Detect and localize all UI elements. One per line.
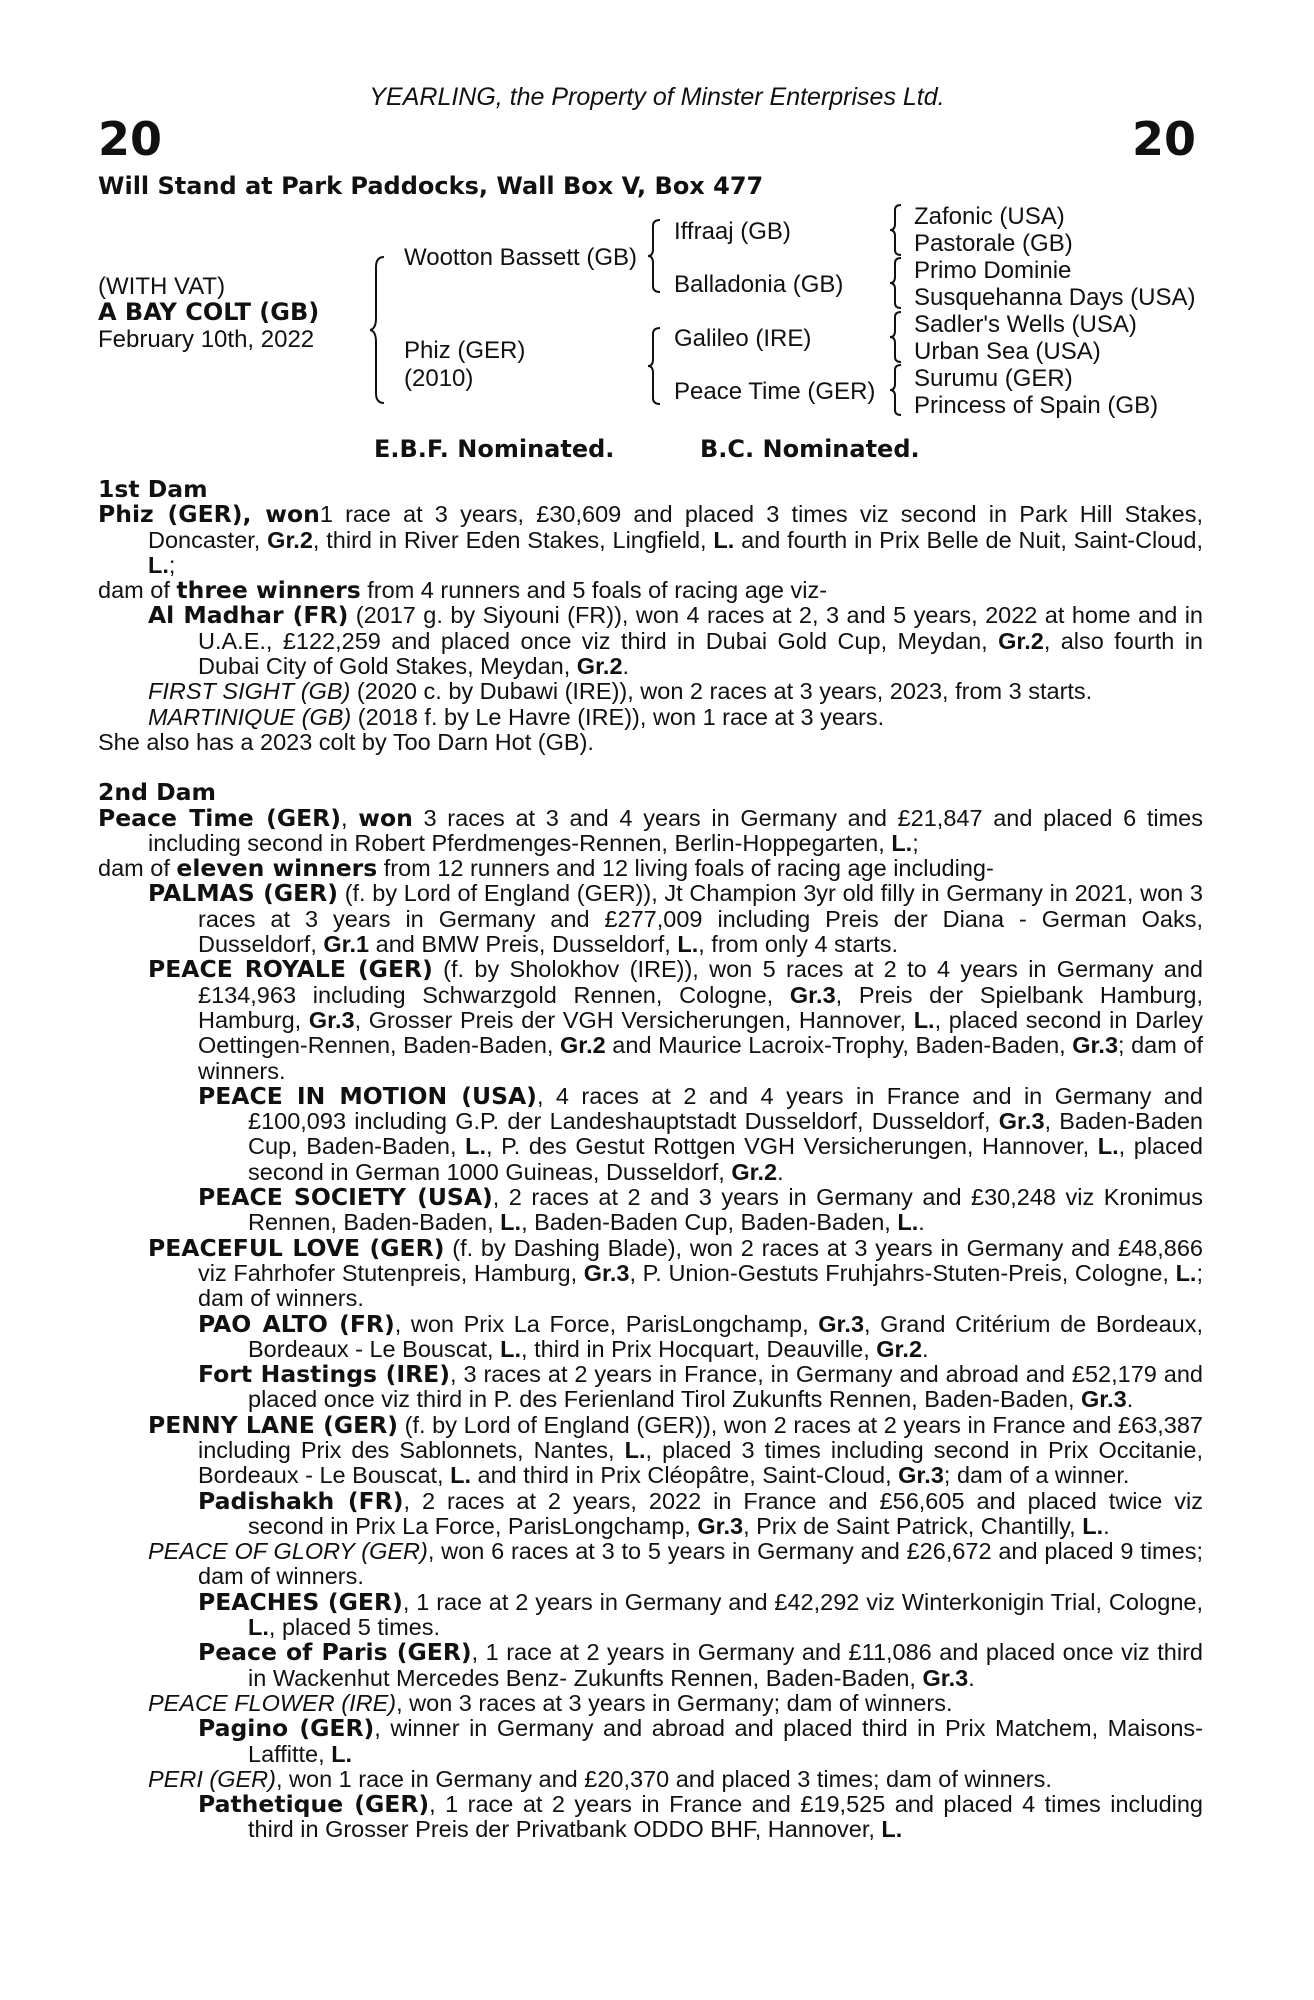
pedigree-brace-3d — [890, 363, 910, 417]
entry-text: , Baden-Baden Cup, Baden-Baden, — [248, 1108, 1203, 1160]
grade-mark: Gr.3 — [789, 981, 836, 1008]
entry-text: 3 races at 3 and 4 years in Germany and £21,847 and placed 6 times including second in Robert Pferdmenges-Rennen, Berlin-Hoppegarten, — [148, 804, 1203, 856]
entry-text: , placed 3 times including second in Prix Occitanie, Bordeaux - Le Bouscat, — [198, 1436, 1204, 1489]
horse-name: A BAY COLT (GB) — [98, 298, 320, 326]
entry-text: , won Prix La Force, ParisLongchamp, — [394, 1310, 819, 1337]
entry-text: . — [968, 1664, 975, 1691]
entry-paragraph — [98, 705, 1203, 730]
entry-text: , 4 races at 2 and 4 years in France and in Germany and £100,093 including G.P. der Landeshauptstadt Dusseldorf, Dusseldorf, — [248, 1082, 1203, 1135]
ancestor-2: Pastorale (GB) — [914, 230, 1073, 257]
grade-mark: L. — [465, 1133, 486, 1160]
entry-paragraph — [98, 856, 1203, 881]
entry-text: ; — [168, 551, 176, 578]
horse-italic: PEACE FLOWER (IRE) — [148, 1689, 397, 1716]
entry-text: from 12 runners and 12 living foals of racing age including- — [377, 855, 994, 882]
grade-mark: Gr.3 — [922, 1664, 969, 1691]
entry-text: , won 3 races at 3 years in Germany; dam of winners. — [396, 1689, 953, 1716]
entry-paragraph — [98, 679, 1203, 704]
ancestor-5: Sadler's Wells (USA) — [914, 311, 1137, 338]
entry-text: 1 race at 3 years, £30,609 and placed 3 times viz second in Park Hill Stakes, Doncaster, — [148, 501, 1203, 553]
entry-text: (2017 g. by Siyouni (FR)), won 4 races at 2, 3 and 5 years, 2022 at home and in U.A.E., £122,259 and placed once viz third in Dubai Gold Cup, Meydan, — [198, 602, 1203, 654]
entry-text: (f. by Lord of England (GER)), won 2 races at 2 years in France and £63,387 including Prix des Sablonnets, Nantes, — [198, 1411, 1203, 1463]
entry-paragraph — [98, 1185, 1203, 1236]
entry-text: , Prix de Saint Patrick, Chantilly, — [743, 1512, 1083, 1539]
entry-text: . — [777, 1158, 784, 1185]
entry-paragraph — [98, 1640, 1203, 1691]
ebf-nomination: E.B.F. Nominated. — [374, 435, 615, 463]
entry-text: dam of — [98, 577, 177, 604]
entry-text: , Baden-Baden Cup, Baden-Baden, — [521, 1209, 898, 1236]
horse-highlight: three winners — [176, 576, 361, 605]
entry-text: . — [622, 653, 630, 680]
entry-text: and Maurice Lacroix-Trophy, Baden-Baden, — [605, 1032, 1073, 1059]
grade-mark: L. — [500, 1335, 522, 1362]
entry-paragraph — [98, 1539, 1203, 1590]
ancestor-8: Princess of Spain (GB) — [914, 392, 1159, 419]
entry-paragraph — [98, 1716, 1203, 1767]
pedigree-brace-3c — [890, 310, 910, 364]
grade-mark: L. — [913, 1006, 935, 1033]
second-dam-heading: 2nd Dam — [98, 778, 216, 807]
grade-mark: Gr.2 — [731, 1158, 778, 1185]
entry-paragraph — [98, 730, 1203, 755]
entry-text: (f. by Dashing Blade), won 2 races at 3 years in Germany and £48,866 viz Fahrhofer Stutenpreis, Hamburg, — [198, 1234, 1203, 1286]
grade-mark: Gr.3 — [583, 1259, 630, 1286]
entry-text: , Preis der Spielbank Hamburg, Hamburg, — [198, 981, 1203, 1033]
entry-paragraph — [98, 803, 1203, 857]
entry-text: dam of — [98, 855, 177, 882]
grade-mark: Gr.3 — [998, 1108, 1045, 1135]
sire-sire: Iffraaj (GB) — [674, 218, 791, 245]
horse-highlight: Peace Time (GER) — [98, 803, 342, 832]
entry-paragraph — [98, 881, 1203, 957]
horse-highlight: won — [358, 803, 413, 832]
horse-highlight: Padishakh (FR) — [198, 1486, 404, 1515]
entries-list — [98, 502, 1203, 1842]
horse-italic: MARTINIQUE (GB) — [148, 703, 352, 730]
ancestor-4: Susquehanna Days (USA) — [914, 284, 1196, 311]
lot-number-left: 20 — [98, 112, 163, 166]
entry-paragraph — [98, 1410, 1204, 1489]
dam-name: Phiz (GER) — [404, 337, 526, 364]
grade-mark: Gr.3 — [1072, 1032, 1119, 1059]
entry-text: , from only 4 starts. — [698, 931, 899, 958]
vat-note: (WITH VAT) — [98, 273, 226, 300]
dam-dam: Peace Time (GER) — [674, 378, 876, 405]
entry-text: . — [922, 1335, 929, 1362]
horse-highlight: PAO ALTO (FR) — [198, 1309, 395, 1338]
ancestor-7: Surumu (GER) — [914, 365, 1073, 392]
entry-paragraph — [98, 1081, 1203, 1185]
grade-mark: Gr.3 — [898, 1462, 944, 1489]
entry-text: (2018 f. by Le Havre (IRE)), won 1 race at 3 years. — [351, 703, 885, 730]
entry-text: ; — [912, 829, 919, 856]
entry-paragraph — [98, 1792, 1203, 1843]
catalogue-body — [98, 477, 1203, 1843]
entry-text: , 1 race at 2 years in France and £19,525 and placed 4 times including third in Grosser Preis der Privatbank ODDO BHF, Hannover, — [248, 1791, 1203, 1843]
entry-text: and fourth in Prix Belle de Nuit, Saint-Cloud, — [734, 526, 1203, 553]
grade-mark: Gr.3 — [818, 1310, 865, 1337]
pedigree-brace-2a — [648, 218, 670, 294]
horse-highlight: Peace of Paris (GER) — [198, 1638, 472, 1667]
grade-mark: L. — [1175, 1259, 1197, 1286]
foaling-date: February 10th, 2022 — [98, 326, 315, 353]
entry-text: and BMW Preis, Dusseldorf, — [369, 931, 678, 958]
entry-paragraph — [98, 1486, 1204, 1540]
grade-mark: L. — [1097, 1133, 1119, 1160]
entry-paragraph — [98, 1767, 1203, 1792]
entry-paragraph — [98, 957, 1203, 1083]
entry-text: , placed second in Darley Oettingen-Rennen, Baden-Baden, — [198, 1006, 1203, 1059]
entry-paragraph — [98, 1362, 1203, 1413]
pedigree-brace-1 — [370, 255, 394, 405]
horse-highlight: PEACHES (GER) — [198, 1587, 403, 1616]
entry-text: . — [1103, 1512, 1110, 1539]
grade-mark: L. — [881, 1816, 903, 1843]
grade-mark: L. — [500, 1209, 522, 1236]
horse-highlight: PEACE IN MOTION (USA) — [198, 1081, 537, 1110]
section-gap — [98, 755, 1203, 780]
entry-text: , 2 races at 2 and 3 years in Germany and £30,248 viz Kronimus Rennen, Baden-Baden, — [248, 1184, 1203, 1236]
entry-text: , won 1 race in Germany and £20,370 and placed 3 times; dam of winners. — [275, 1765, 1052, 1792]
pedigree-brace-3a — [890, 203, 910, 257]
grade-mark: L. — [891, 829, 913, 856]
horse-italic: PERI (GER) — [148, 1765, 276, 1792]
horse-highlight: Pagino (GER) — [198, 1714, 375, 1743]
sire-name: Wootton Bassett (GB) — [404, 244, 637, 271]
entry-paragraph — [98, 1587, 1203, 1641]
entry-text: . — [1126, 1386, 1134, 1413]
ancestor-3: Primo Dominie — [914, 257, 1072, 284]
pedigree-brace-3b — [890, 256, 910, 310]
grade-mark: L. — [897, 1209, 919, 1236]
entry-text: , third in River Eden Stakes, Lingfield, — [312, 526, 714, 553]
entry-text: , winner in Germany and abroad and placed third in Prix Matchem, Maisons-Laffitte, — [248, 1715, 1203, 1767]
entry-text: , 2 races at 2 years, 2022 in France and £56,605 and placed twice viz second in Prix La Force, ParisLongchamp, — [248, 1487, 1204, 1539]
entry-text: , 3 races at 2 years in France, in Germany and abroad and £52,179 and placed once viz third in P. des Ferienland Tirol Zukunfts Rennen, Baden-Baden, — [248, 1361, 1203, 1413]
grade-mark: L. — [331, 1740, 353, 1767]
horse-italic: PEACE OF GLORY (GER) — [148, 1538, 428, 1565]
dam-sire: Galileo (IRE) — [674, 325, 812, 352]
entry-text: (f. by Lord of England (GER)), Jt Champion 3yr old filly in Germany in 2021, won 3 races at 3 years in Germany and £277,009 including Preis der Diana - German Oaks, Dusseldorf, — [198, 880, 1203, 958]
entry-text: . — [918, 1209, 925, 1236]
grade-mark: L. — [148, 551, 169, 578]
page-subtitle: YEARLING, the Property of Minster Enterprises Ltd. — [369, 83, 945, 111]
entry-text: , Grosser Preis der VGH Versicherungen, Hannover, — [354, 1006, 914, 1033]
grade-mark: L. — [450, 1462, 472, 1489]
grade-mark: Gr.2 — [267, 526, 313, 553]
horse-highlight: PALMAS (GER) — [148, 879, 338, 908]
entry-text: , Grand Critérium de Bordeaux, Bordeaux - Le Bouscat, — [248, 1310, 1203, 1362]
grade-mark: Gr.1 — [323, 931, 370, 958]
grade-mark: Gr.2 — [998, 627, 1044, 654]
entry-text: from 4 runners and 5 foals of racing age viz- — [360, 577, 828, 604]
ancestor-1: Zafonic (USA) — [914, 203, 1065, 230]
entry-text: , P. des Gestut Rottgen VGH Versicherungen, Hannover, — [485, 1133, 1098, 1160]
entry-text: , P. Union-Gestuts Fruhjahrs-Stuten-Preis, Cologne, — [629, 1259, 1176, 1286]
horse-highlight: PENNY LANE (GER) — [148, 1410, 398, 1439]
horse-highlight: PEACE ROYALE (GER) — [148, 955, 433, 984]
entry-text: (2020 c. by Dubawi (IRE)), won 2 races at 3 years, 2023, from 3 starts. — [350, 678, 1093, 705]
horse-highlight: PEACEFUL LOVE (GER) — [148, 1233, 445, 1262]
entry-paragraph — [98, 1233, 1203, 1312]
entry-text: , placed 5 times. — [268, 1614, 440, 1641]
ancestor-6: Urban Sea (USA) — [914, 338, 1101, 365]
horse-highlight: Fort Hastings (IRE) — [198, 1360, 450, 1389]
horse-highlight: Al Madhar (FR) — [148, 601, 349, 630]
grade-mark: Gr.2 — [560, 1032, 606, 1059]
grade-mark: Gr.3 — [1081, 1386, 1127, 1413]
entry-paragraph — [98, 578, 1203, 603]
horse-highlight: Phiz (GER), won — [98, 500, 320, 529]
entry-text: and third in Prix Cléopâtre, Saint-Cloud, — [471, 1462, 899, 1489]
sire-dam: Balladonia (GB) — [674, 271, 844, 298]
horse-highlight: Pathetique (GER) — [198, 1790, 430, 1819]
grade-mark: L. — [1082, 1512, 1104, 1539]
entry-text: She also has a 2023 colt by Too Darn Hot (GB). — [98, 728, 594, 755]
entry-text: , placed second in German 1000 Guineas, Dusseldorf, — [248, 1133, 1203, 1185]
grade-mark: Gr.3 — [308, 1006, 355, 1033]
pedigree-brace-2b — [648, 326, 670, 406]
grade-mark: L. — [248, 1614, 269, 1641]
entry-text: , — [341, 804, 359, 831]
entry-text: (f. by Sholokhov (IRE)), won 5 races at 2 to 4 years in Germany and £134,963 including Schwarzgold Rennen, Cologne, — [198, 956, 1203, 1008]
entry-text: , 1 race at 2 years in Germany and £42,292 viz Winterkonigin Trial, Cologne, — [402, 1588, 1203, 1615]
entry-paragraph — [98, 502, 1203, 578]
entry-text: ; dam of a winner. — [943, 1462, 1130, 1489]
grade-mark: Gr.3 — [697, 1512, 744, 1539]
entry-text: , won 6 races at 3 to 5 years in Germany and £26,672 and placed 9 times; dam of winners. — [198, 1538, 1203, 1590]
horse-highlight: eleven winners — [176, 854, 378, 883]
bc-nomination: B.C. Nominated. — [700, 435, 920, 463]
entry-text: ; dam of winners. — [198, 1259, 1203, 1312]
grade-mark: L. — [677, 931, 699, 958]
entry-text: , also fourth in Dubai City of Gold Stakes, Meydan, — [198, 627, 1203, 680]
entry-paragraph — [98, 1691, 1203, 1716]
grade-mark: L. — [624, 1436, 646, 1463]
grade-mark: Gr.2 — [576, 653, 623, 680]
horse-highlight: PEACE SOCIETY (USA) — [198, 1183, 493, 1212]
entry-text: , third in Prix Hocquart, Deauville, — [521, 1335, 877, 1362]
dam-year: (2010) — [404, 365, 474, 392]
grade-mark: Gr.2 — [876, 1335, 923, 1362]
entry-paragraph — [98, 603, 1203, 679]
entry-text: , 1 race at 2 years in Germany and £11,086 and placed once viz third in Wackenhut Mercedes Benz- Zukunfts Rennen, Baden-Baden, — [248, 1639, 1203, 1691]
entry-text: ; dam of winners. — [198, 1032, 1204, 1084]
lot-number-right: 20 — [1131, 112, 1196, 166]
grade-mark: L. — [713, 526, 735, 553]
horse-italic: FIRST SIGHT (GB) — [148, 678, 351, 705]
first-dam-heading: 1st Dam — [98, 475, 208, 503]
entry-paragraph — [98, 1309, 1203, 1363]
stand-location: Will Stand at Park Paddocks, Wall Box V, Box 477 — [98, 172, 764, 200]
